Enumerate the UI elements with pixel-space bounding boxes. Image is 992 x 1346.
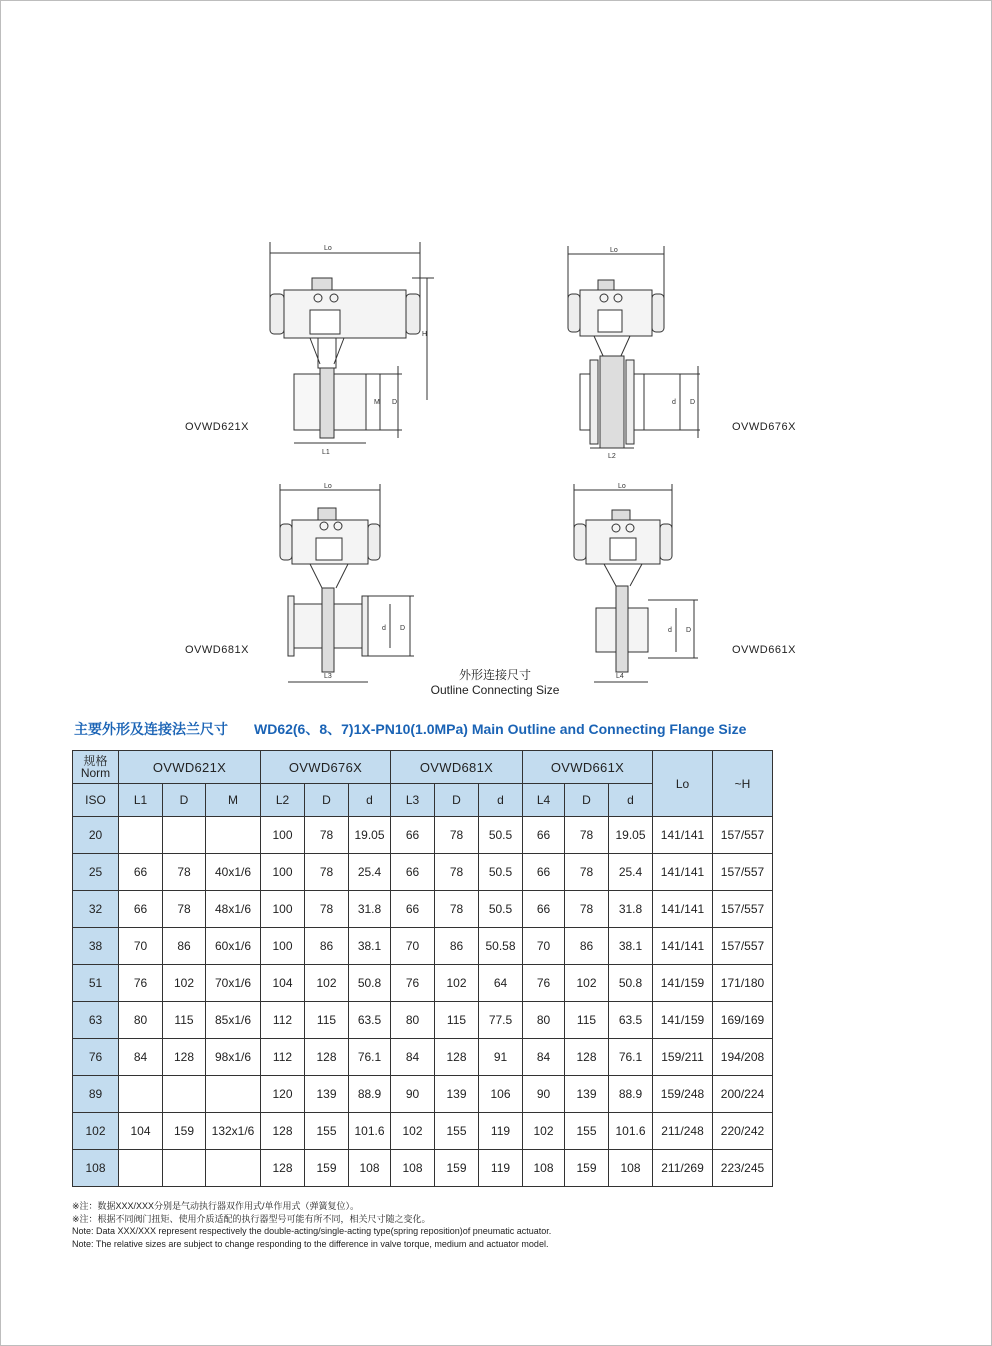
- table-cell: [206, 817, 261, 854]
- iso-cell: 38: [73, 928, 119, 965]
- table-cell: [163, 817, 206, 854]
- table-cell: 169/169: [713, 1002, 773, 1039]
- table-cell: 141/159: [653, 1002, 713, 1039]
- table-cell: 157/557: [713, 891, 773, 928]
- table-cell: 91: [479, 1039, 523, 1076]
- table-cell: 108: [523, 1150, 565, 1187]
- table-cell: 102: [305, 965, 349, 1002]
- table-cell: 86: [163, 928, 206, 965]
- norm-header-cn: 规格: [83, 754, 108, 768]
- table-cell: 100: [261, 928, 305, 965]
- table-cell: 102: [565, 965, 609, 1002]
- table-cell: [206, 1150, 261, 1187]
- table-cell: 38.1: [349, 928, 391, 965]
- table-cell: 78: [305, 817, 349, 854]
- table-cell: 102: [523, 1113, 565, 1150]
- table-cell: 66: [391, 891, 435, 928]
- table-cell: 211/269: [653, 1150, 713, 1187]
- dim-d: d: [382, 625, 386, 632]
- table-cell: 112: [261, 1039, 305, 1076]
- table-body: [73, 817, 773, 1187]
- table-cell: 88.9: [349, 1076, 391, 1113]
- table-cell: 128: [435, 1039, 479, 1076]
- sub-header: d: [479, 784, 523, 817]
- table-cell: 76: [119, 965, 163, 1002]
- iso-cell: 89: [73, 1076, 119, 1113]
- table-cell: 128: [163, 1039, 206, 1076]
- dim-m: M: [374, 399, 380, 406]
- table-cell: 115: [565, 1002, 609, 1039]
- table-cell: 63.5: [349, 1002, 391, 1039]
- table-cell: 108: [609, 1150, 653, 1187]
- h-header: ~H: [713, 751, 773, 817]
- table-cell: 78: [565, 817, 609, 854]
- table-cell: [163, 1150, 206, 1187]
- iso-cell: 102: [73, 1113, 119, 1150]
- table-cell: 128: [305, 1039, 349, 1076]
- valve-drawing-ovwd681x: [272, 478, 422, 690]
- table-cell: 101.6: [609, 1113, 653, 1150]
- group-header-ovwd681x: OVWD681X: [391, 751, 523, 784]
- table-cell: 76.1: [609, 1039, 653, 1076]
- sub-header: L1: [119, 784, 163, 817]
- table-cell: 70: [391, 928, 435, 965]
- table-cell: 100: [261, 817, 305, 854]
- dim-l2: L2: [608, 453, 616, 460]
- sub-header: D: [163, 784, 206, 817]
- table-cell: 66: [391, 817, 435, 854]
- table-cell: 194/208: [713, 1039, 773, 1076]
- table-cell: 120: [261, 1076, 305, 1113]
- lo-header: Lo: [653, 751, 713, 817]
- table-cell: 48x1/6: [206, 891, 261, 928]
- table-cell: 104: [119, 1113, 163, 1150]
- table-cell: 76.1: [349, 1039, 391, 1076]
- table-cell: 76: [523, 965, 565, 1002]
- table-cell: 106: [479, 1076, 523, 1113]
- model-label-ovwd676x: OVWD676X: [732, 421, 796, 433]
- table-row: [73, 928, 773, 965]
- table-cell: 85x1/6: [206, 1002, 261, 1039]
- table-cell: 78: [163, 891, 206, 928]
- iso-cell: 20: [73, 817, 119, 854]
- sub-header: D: [435, 784, 479, 817]
- table-cell: 76: [391, 965, 435, 1002]
- table-cell: 66: [523, 891, 565, 928]
- table-cell: 139: [305, 1076, 349, 1113]
- table-cell: 102: [163, 965, 206, 1002]
- dim-d: d: [672, 399, 676, 406]
- table-cell: 101.6: [349, 1113, 391, 1150]
- table-cell: 90: [391, 1076, 435, 1113]
- table-row: [73, 1002, 773, 1039]
- table-cell: 78: [163, 854, 206, 891]
- table-cell: 100: [261, 854, 305, 891]
- table-cell: 84: [523, 1039, 565, 1076]
- table-cell: 128: [261, 1113, 305, 1150]
- table-cell: 50.5: [479, 891, 523, 928]
- valve-drawing-ovwd621x: [262, 238, 442, 460]
- table-cell: 220/242: [713, 1113, 773, 1150]
- table-cell: 70: [523, 928, 565, 965]
- drawing-caption-en: Outline Connecting Size: [430, 683, 560, 697]
- valve-drawing-ovwd676x: [560, 238, 720, 460]
- section-heading: [74, 719, 934, 739]
- iso-cell: 51: [73, 965, 119, 1002]
- table-cell: 78: [435, 854, 479, 891]
- table-cell: 78: [565, 891, 609, 928]
- model-label-ovwd621x: OVWD621X: [185, 421, 249, 433]
- table-cell: 119: [479, 1113, 523, 1150]
- note-line: Note: Data XXX/XXX represent respectively the double-acting/single-acting type(spring reposition)of pneumatic actuator.: [72, 1226, 552, 1236]
- table-cell: 60x1/6: [206, 928, 261, 965]
- table-cell: 159: [163, 1113, 206, 1150]
- table-cell: [119, 817, 163, 854]
- table-cell: 78: [435, 891, 479, 928]
- sub-header: L3: [391, 784, 435, 817]
- dim-d-outer: D: [686, 627, 692, 634]
- table-cell: 141/159: [653, 965, 713, 1002]
- table-cell: 31.8: [609, 891, 653, 928]
- table-cell: [206, 1076, 261, 1113]
- sub-header: L2: [261, 784, 305, 817]
- table-cell: 211/248: [653, 1113, 713, 1150]
- group-header-ovwd621x: OVWD621X: [119, 751, 261, 784]
- table-cell: 141/141: [653, 854, 713, 891]
- sub-header: M: [206, 784, 261, 817]
- table-cell: 86: [435, 928, 479, 965]
- table-cell: 40x1/6: [206, 854, 261, 891]
- valve-drawing-ovwd661x: [566, 478, 716, 690]
- table-cell: 128: [565, 1039, 609, 1076]
- table-cell: 38.1: [609, 928, 653, 965]
- table-cell: 155: [435, 1113, 479, 1150]
- table-cell: 66: [523, 817, 565, 854]
- table-cell: 200/224: [713, 1076, 773, 1113]
- table-row: [73, 854, 773, 891]
- iso-header: ISO: [73, 784, 119, 817]
- table-cell: 132x1/6: [206, 1113, 261, 1150]
- dim-l1: L1: [322, 449, 330, 456]
- table-cell: 159/211: [653, 1039, 713, 1076]
- table-cell: 50.5: [479, 854, 523, 891]
- table-cell: 78: [435, 817, 479, 854]
- dim-l4: L4: [616, 673, 624, 680]
- table-cell: 157/557: [713, 854, 773, 891]
- table-cell: 77.5: [479, 1002, 523, 1039]
- table-cell: 157/557: [713, 928, 773, 965]
- group-header-ovwd661x: OVWD661X: [523, 751, 653, 784]
- table-cell: 108: [391, 1150, 435, 1187]
- table-row: [73, 1076, 773, 1113]
- table-cell: 64: [479, 965, 523, 1002]
- table-cell: 157/557: [713, 817, 773, 854]
- table-header-row-1: [73, 751, 773, 784]
- model-label-ovwd661x: OVWD661X: [732, 644, 796, 656]
- table-cell: 70: [119, 928, 163, 965]
- table-cell: 86: [565, 928, 609, 965]
- spec-table: [72, 750, 773, 1187]
- table-cell: 115: [435, 1002, 479, 1039]
- drawing-caption-cn: 外形连接尺寸: [458, 668, 531, 682]
- table-cell: 84: [391, 1039, 435, 1076]
- table-cell: 112: [261, 1002, 305, 1039]
- table-cell: 66: [119, 891, 163, 928]
- table-cell: 80: [119, 1002, 163, 1039]
- dim-h: H: [422, 331, 428, 338]
- table-cell: [163, 1076, 206, 1113]
- heading-en: WD62(6、8、7)1X-PN10(1.0MPa) Main Outline and Connecting Flange Size: [254, 721, 747, 737]
- table-cell: 98x1/6: [206, 1039, 261, 1076]
- norm-header-en: Norm: [80, 766, 111, 780]
- dim-l3: L3: [324, 673, 332, 680]
- table-row: [73, 891, 773, 928]
- table-cell: 141/141: [653, 928, 713, 965]
- note-line: ※注：数据XXX/XXX分别是气动执行器双作用式/单作用式（弹簧复位）。: [72, 1201, 360, 1211]
- table-cell: 63.5: [609, 1002, 653, 1039]
- dim-d: D: [392, 399, 398, 406]
- table-row: [73, 1039, 773, 1076]
- table-cell: 66: [523, 854, 565, 891]
- table-cell: 115: [305, 1002, 349, 1039]
- table-cell: 66: [119, 854, 163, 891]
- table-cell: 108: [349, 1150, 391, 1187]
- table-cell: 50.8: [609, 965, 653, 1002]
- iso-cell: 25: [73, 854, 119, 891]
- table-cell: 102: [435, 965, 479, 1002]
- iso-cell: 108: [73, 1150, 119, 1187]
- table-cell: 159: [305, 1150, 349, 1187]
- note-line: Note: The relative sizes are subject to change responding to the difference in valve torque, medium and actuator model.: [72, 1238, 549, 1249]
- norm-header: [73, 751, 119, 784]
- table-cell: 171/180: [713, 965, 773, 1002]
- table-row: [73, 1150, 773, 1187]
- iso-cell: 63: [73, 1002, 119, 1039]
- table-cell: 104: [261, 965, 305, 1002]
- table-cell: 50.8: [349, 965, 391, 1002]
- table-row: [73, 965, 773, 1002]
- table-cell: 119: [479, 1150, 523, 1187]
- table-cell: 31.8: [349, 891, 391, 928]
- table-cell: 90: [523, 1076, 565, 1113]
- table-cell: 115: [163, 1002, 206, 1039]
- table-row: [73, 1113, 773, 1150]
- table-cell: 223/245: [713, 1150, 773, 1187]
- table-row: [73, 817, 773, 854]
- table-cell: 141/141: [653, 817, 713, 854]
- sub-header: D: [565, 784, 609, 817]
- table-cell: 78: [565, 854, 609, 891]
- sub-header: d: [609, 784, 653, 817]
- table-cell: 100: [261, 891, 305, 928]
- table-cell: 78: [305, 854, 349, 891]
- table-cell: [119, 1150, 163, 1187]
- table-cell: 25.4: [349, 854, 391, 891]
- table-cell: 155: [565, 1113, 609, 1150]
- heading-cn: 主要外形及连接法兰尺寸: [74, 721, 228, 737]
- table-cell: 50.58: [479, 928, 523, 965]
- dim-lo: Lo: [324, 245, 332, 252]
- dim-d-outer: D: [400, 625, 406, 632]
- iso-cell: 32: [73, 891, 119, 928]
- table-cell: 139: [565, 1076, 609, 1113]
- sub-header: d: [349, 784, 391, 817]
- iso-cell: 76: [73, 1039, 119, 1076]
- table-cell: 159: [565, 1150, 609, 1187]
- table-cell: 86: [305, 928, 349, 965]
- table-cell: 159: [435, 1150, 479, 1187]
- dim-d: d: [668, 627, 672, 634]
- dim-lo: Lo: [324, 483, 332, 490]
- table-cell: 70x1/6: [206, 965, 261, 1002]
- table-cell: 128: [261, 1150, 305, 1187]
- sub-header: L4: [523, 784, 565, 817]
- table-cell: 88.9: [609, 1076, 653, 1113]
- table-cell: 66: [391, 854, 435, 891]
- table-cell: [119, 1076, 163, 1113]
- note-line: ※注：根据不同阀门扭矩、使用介质适配的执行器型号可能有所不同，相关尺寸随之变化。: [72, 1213, 431, 1224]
- table-cell: 50.5: [479, 817, 523, 854]
- table-cell: 159/248: [653, 1076, 713, 1113]
- table-cell: 25.4: [609, 854, 653, 891]
- table-cell: 139: [435, 1076, 479, 1113]
- model-label-ovwd681x: OVWD681X: [185, 644, 249, 656]
- notes: [72, 1200, 551, 1250]
- table-cell: 155: [305, 1113, 349, 1150]
- table-cell: 80: [391, 1002, 435, 1039]
- table-cell: 141/141: [653, 891, 713, 928]
- group-header-ovwd676x: OVWD676X: [261, 751, 391, 784]
- sub-header: D: [305, 784, 349, 817]
- table-cell: 80: [523, 1002, 565, 1039]
- table-cell: 78: [305, 891, 349, 928]
- dim-lo: Lo: [618, 483, 626, 490]
- table-cell: 19.05: [349, 817, 391, 854]
- table-cell: 19.05: [609, 817, 653, 854]
- table-cell: 102: [391, 1113, 435, 1150]
- dim-lo: Lo: [610, 247, 618, 254]
- dim-d-outer: D: [690, 399, 696, 406]
- table-cell: 84: [119, 1039, 163, 1076]
